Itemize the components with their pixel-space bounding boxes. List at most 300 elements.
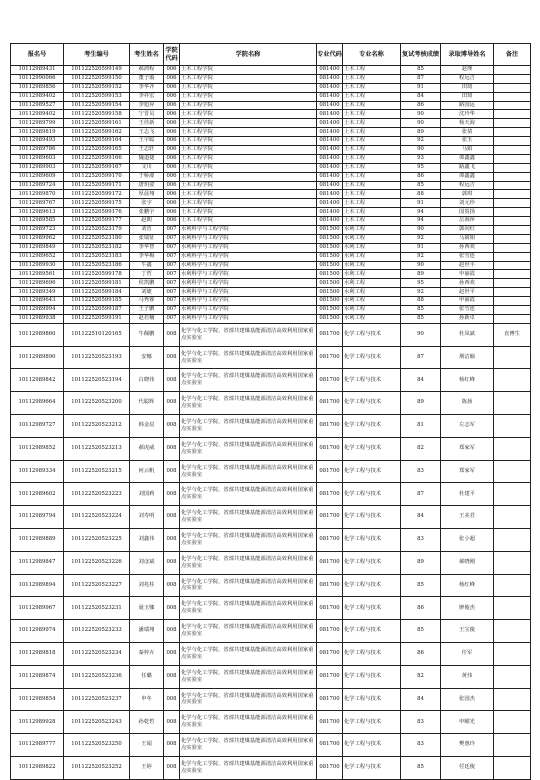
cell-college-name: 水利科学与工程学院 (180, 261, 317, 270)
cell-name: 李旭昇 (130, 101, 164, 110)
cell-name: 秦梓卉 (130, 642, 164, 665)
cell-retest-score: 91 (401, 199, 441, 208)
cell-supervisor: 马娟 (441, 146, 494, 155)
cell-college-name: 化学与化工学院、省部共建煤基能源清洁高效利用国家重点实验室 (180, 529, 317, 552)
cell-college-code: 008 (164, 323, 180, 346)
cell-retest-score: 92 (401, 288, 441, 297)
cell-supervisor: 刘元珍 (441, 199, 494, 208)
cell-major-code: 081400 (317, 74, 343, 83)
cell-major-name: 化学工程与技术 (343, 369, 401, 392)
table-row (11, 620, 531, 643)
table-row (11, 261, 531, 270)
cell-college-name: 土木工程学院 (180, 110, 317, 119)
cell-retest-score: 89 (401, 551, 441, 574)
table-row (11, 270, 531, 279)
table-row (11, 243, 531, 252)
cell-major-code: 081400 (317, 110, 343, 119)
cell-college-code: 006 (164, 208, 180, 217)
cell-name: 李华智 (130, 243, 164, 252)
cell-college-code: 007 (164, 252, 180, 261)
cell-candidate-no: 101122520523226 (64, 551, 130, 574)
table-row (11, 297, 531, 306)
header-col-registration-no: 报名号 (11, 44, 64, 66)
table-row (11, 288, 531, 297)
cell-major-code: 081500 (317, 314, 343, 323)
cell-remark (494, 234, 531, 243)
cell-major-name: 水利工程 (343, 270, 401, 279)
cell-college-code: 006 (164, 110, 180, 119)
cell-retest-score: 90 (401, 119, 441, 128)
cell-retest-score: 91 (401, 83, 441, 92)
cell-supervisor: 廖俊杰 (441, 597, 494, 620)
cell-college-name: 水利科学与工程学院 (180, 270, 317, 279)
cell-registration-no: 10112989818 (11, 642, 64, 665)
cell-registration-no: 10112989334 (11, 460, 64, 483)
cell-college-name: 水利科学与工程学院 (180, 288, 317, 297)
table-row (11, 137, 531, 146)
cell-major-name: 水利工程 (343, 226, 401, 235)
cell-college-code: 006 (164, 83, 180, 92)
cell-college-code: 008 (164, 460, 180, 483)
cell-remark (494, 270, 531, 279)
cell-college-name: 水利科学与工程学院 (180, 243, 317, 252)
cell-name: 张瑞征 (130, 234, 164, 243)
table-row (11, 74, 531, 83)
cell-major-code: 081500 (317, 279, 343, 288)
cell-name: 赵若楠 (130, 314, 164, 323)
cell-retest-score: 84 (401, 506, 441, 529)
cell-college-code: 008 (164, 756, 180, 779)
cell-supervisor: 张国杰 (441, 688, 494, 711)
cell-college-code: 008 (164, 665, 180, 688)
cell-major-name: 化学工程与技术 (343, 551, 401, 574)
cell-name: 董子璇 (130, 74, 164, 83)
cell-candidate-no: 101122520523200 (64, 392, 130, 415)
cell-major-name: 土木工程 (343, 190, 401, 199)
cell-retest-score: 81 (401, 415, 441, 438)
cell-major-name: 土木工程 (343, 163, 401, 172)
cell-remark (494, 146, 531, 155)
cell-college-code: 006 (164, 154, 180, 163)
cell-major-code: 081400 (317, 172, 343, 181)
cell-name: 聂玉娜 (130, 597, 164, 620)
cell-registration-no: 10112989527 (11, 101, 64, 110)
cell-college-code: 007 (164, 297, 180, 306)
cell-remark (494, 642, 531, 665)
cell-college-name: 土木工程学院 (180, 163, 317, 172)
table-row (11, 110, 531, 119)
cell-supervisor: 谭鑫鑫 (441, 154, 494, 163)
cell-candidate-no: 101122520523194 (64, 369, 130, 392)
cell-candidate-no: 101122520523179 (64, 226, 130, 235)
cell-major-code: 081700 (317, 460, 343, 483)
table-row (11, 306, 531, 315)
cell-college-code: 008 (164, 415, 180, 438)
cell-remark (494, 181, 531, 190)
cell-registration-no: 10112989930 (11, 261, 64, 270)
cell-retest-score: 83 (401, 529, 441, 552)
cell-name: 刘国莉 (130, 483, 164, 506)
cell-name: 牛佩鹏 (130, 323, 164, 346)
cell-college-name: 化学与化工学院、省部共建煤基能源清洁高效利用国家重点实验室 (180, 756, 317, 779)
table-row (11, 574, 531, 597)
cell-supervisor: 孙新卓 (441, 314, 494, 323)
cell-supervisor: 赵世平 (441, 261, 494, 270)
cell-candidate-no: 101122520523186 (64, 261, 130, 270)
cell-retest-score: 95 (401, 279, 441, 288)
cell-remark (494, 665, 531, 688)
cell-registration-no: 10112989727 (11, 415, 64, 438)
cell-major-name: 水利工程 (343, 243, 401, 252)
cell-major-name: 土木工程 (343, 181, 401, 190)
cell-retest-score: 84 (401, 369, 441, 392)
cell-name: 厚晨翔 (130, 190, 164, 199)
cell-major-name: 化学工程与技术 (343, 597, 401, 620)
cell-name: 马秀睿 (130, 297, 164, 306)
cell-retest-score: 82 (401, 437, 441, 460)
cell-remark (494, 243, 531, 252)
cell-college-code: 008 (164, 346, 180, 369)
cell-remark (494, 620, 531, 643)
cell-major-name: 土木工程 (343, 146, 401, 155)
cell-major-name: 水利工程 (343, 252, 401, 261)
cell-remark (494, 688, 531, 711)
table-row (11, 190, 531, 199)
cell-college-name: 水利科学与工程学院 (180, 234, 317, 243)
cell-college-name: 化学与化工学院、省部共建煤基能源清洁高效利用国家重点实验室 (180, 711, 317, 734)
cell-college-code: 008 (164, 506, 180, 529)
cell-college-name: 水利科学与工程学院 (180, 306, 317, 315)
table-row (11, 154, 531, 163)
cell-remark (494, 154, 531, 163)
cell-candidate-no: 101122520523227 (64, 574, 130, 597)
cell-major-code: 081500 (317, 252, 343, 261)
cell-college-code: 006 (164, 66, 180, 75)
table-row (11, 217, 531, 226)
cell-supervisor: 田琦 (441, 83, 494, 92)
table-row (11, 392, 531, 415)
cell-college-code: 008 (164, 369, 180, 392)
cell-supervisor: 郭向红 (441, 226, 494, 235)
cell-college-code: 007 (164, 261, 180, 270)
cell-college-code: 006 (164, 172, 180, 181)
cell-remark (494, 756, 531, 779)
cell-remark (494, 483, 531, 506)
cell-major-code: 081400 (317, 146, 343, 155)
table-row (11, 460, 531, 483)
cell-major-name: 化学工程与技术 (343, 756, 401, 779)
cell-major-name: 水利工程 (343, 234, 401, 243)
cell-supervisor: 左志军 (441, 415, 494, 438)
cell-major-code: 081700 (317, 506, 343, 529)
cell-major-code: 081700 (317, 415, 343, 438)
cell-college-code: 007 (164, 306, 180, 315)
cell-retest-score: 85 (401, 756, 441, 779)
cell-college-name: 化学与化工学院、省部共建煤基能源清洁高效利用国家重点实验室 (180, 483, 317, 506)
cell-major-code: 081700 (317, 642, 343, 665)
cell-retest-score: 92 (401, 234, 441, 243)
cell-name: 王闻 (130, 734, 164, 757)
cell-candidate-no: 101122520523193 (64, 346, 130, 369)
cell-major-name: 土木工程 (343, 128, 401, 137)
table-row (11, 208, 531, 217)
cell-name: 孙乾哲 (130, 711, 164, 734)
cell-retest-score: 94 (401, 208, 441, 217)
cell-retest-score: 95 (401, 163, 441, 172)
cell-college-name: 土木工程学院 (180, 128, 317, 137)
cell-remark (494, 529, 531, 552)
cell-registration-no: 10112989974 (11, 620, 64, 643)
cell-candidate-no: 101122520599178 (64, 270, 130, 279)
table-row (11, 163, 531, 172)
cell-major-code: 081500 (317, 270, 343, 279)
cell-registration-no: 10112989854 (11, 688, 64, 711)
cell-retest-score: 85 (401, 620, 441, 643)
cell-registration-no: 10112989856 (11, 83, 64, 92)
cell-major-code: 081700 (317, 756, 343, 779)
table-row (11, 756, 531, 779)
cell-major-code: 081700 (317, 369, 343, 392)
cell-supervisor: 孙西欢 (441, 279, 494, 288)
cell-name: 代聪辉 (130, 392, 164, 415)
cell-retest-score: 90 (401, 110, 441, 119)
cell-major-name: 化学工程与技术 (343, 688, 401, 711)
cell-retest-score: 92 (401, 252, 441, 261)
cell-retest-score: 89 (401, 128, 441, 137)
cell-candidate-no: 101122520599170 (64, 172, 130, 181)
table-row (11, 506, 531, 529)
cell-supervisor: 谭鑫鑫 (441, 172, 494, 181)
table-row (11, 92, 531, 101)
cell-candidate-no: 101122520523236 (64, 665, 130, 688)
header-col-supervisor: 录取博导姓名 (441, 44, 494, 66)
cell-name: 刘寿明 (130, 506, 164, 529)
cell-college-code: 008 (164, 688, 180, 711)
cell-supervisor: 申丽霞 (441, 270, 494, 279)
cell-college-code: 008 (164, 597, 180, 620)
cell-registration-no: 10112989723 (11, 226, 64, 235)
cell-college-code: 007 (164, 243, 180, 252)
cell-remark (494, 199, 531, 208)
cell-retest-score: 90 (401, 226, 441, 235)
cell-name: 牛鑫 (130, 261, 164, 270)
cell-retest-score: 83 (401, 460, 441, 483)
table-row (11, 181, 531, 190)
cell-major-code: 081400 (317, 208, 343, 217)
cell-remark (494, 128, 531, 137)
cell-major-name: 化学工程与技术 (343, 711, 401, 734)
cell-college-code: 008 (164, 734, 180, 757)
cell-major-code: 081500 (317, 234, 343, 243)
cell-candidate-no: 101122520599150 (64, 74, 130, 83)
table-body (11, 66, 531, 780)
cell-college-name: 水利科学与工程学院 (180, 297, 317, 306)
cell-name: 刘晋 (130, 226, 164, 235)
cell-college-code: 006 (164, 146, 180, 155)
cell-supervisor: 孙西欢 (441, 243, 494, 252)
cell-supervisor: 杜凤斌 (441, 323, 494, 346)
cell-candidate-no: 101122520523183 (64, 252, 130, 261)
cell-registration-no: 10112989561 (11, 270, 64, 279)
cell-candidate-no: 101122520599153 (64, 92, 130, 101)
cell-registration-no: 10112989431 (11, 66, 64, 75)
cell-major-name: 化学工程与技术 (343, 460, 401, 483)
cell-name: 丁哲 (130, 270, 164, 279)
cell-major-name: 水利工程 (343, 279, 401, 288)
cell-major-name: 土木工程 (343, 92, 401, 101)
cell-college-code: 008 (164, 551, 180, 574)
cell-college-name: 水利科学与工程学院 (180, 252, 317, 261)
cell-remark (494, 217, 531, 226)
cell-college-code: 008 (164, 437, 180, 460)
table-row (11, 642, 531, 665)
cell-supervisor: 任军 (441, 642, 494, 665)
cell-retest-score: 83 (401, 734, 441, 757)
cell-supervisor: 郝晓刚 (441, 551, 494, 574)
cell-registration-no: 10112989402 (11, 92, 64, 101)
cell-retest-score: 88 (401, 297, 441, 306)
cell-major-code: 081400 (317, 66, 343, 75)
cell-registration-no: 10112989767 (11, 199, 64, 208)
cell-college-code: 007 (164, 279, 180, 288)
cell-name: 赵朗 (130, 217, 164, 226)
cell-registration-no: 10112989967 (11, 597, 64, 620)
cell-name: 于桥濛 (130, 172, 164, 181)
cell-major-code: 081700 (317, 597, 343, 620)
cell-college-name: 土木工程学院 (180, 199, 317, 208)
cell-retest-score: 84 (401, 688, 441, 711)
cell-major-name: 化学工程与技术 (343, 665, 401, 688)
cell-registration-no: 10112989609 (11, 172, 64, 181)
cell-retest-score: 87 (401, 483, 441, 506)
cell-supervisor: 杨天海 (441, 119, 494, 128)
cell-registration-no: 10112989894 (11, 574, 64, 597)
cell-remark (494, 288, 531, 297)
header-col-major-name: 专业名称 (343, 44, 401, 66)
cell-major-code: 081700 (317, 346, 343, 369)
cell-remark (494, 74, 531, 83)
cell-supervisor: 程远吉 (441, 181, 494, 190)
cell-major-code: 081700 (317, 392, 343, 415)
cell-major-code: 081700 (317, 551, 343, 574)
cell-candidate-no: 101122520523250 (64, 734, 130, 757)
cell-college-code: 007 (164, 288, 180, 297)
cell-candidate-no: 101122520599162 (64, 128, 130, 137)
cell-supervisor: 张雪连 (441, 306, 494, 315)
cell-major-name: 化学工程与技术 (343, 574, 401, 597)
cell-college-name: 化学与化工学院、省部共建煤基能源清洁高效利用国家重点实验室 (180, 460, 317, 483)
cell-major-code: 081400 (317, 217, 343, 226)
cell-college-name: 土木工程学院 (180, 74, 317, 83)
table-row (11, 597, 531, 620)
cell-registration-no: 10112989493 (11, 137, 64, 146)
cell-name: 刘兆柱 (130, 574, 164, 597)
cell-candidate-no: 101122520523243 (64, 711, 130, 734)
cell-remark (494, 92, 531, 101)
cell-major-code: 081400 (317, 163, 343, 172)
cell-supervisor: 田琦 (441, 92, 494, 101)
cell-remark (494, 460, 531, 483)
cell-supervisor: 张雪连 (441, 252, 494, 261)
cell-remark (494, 415, 531, 438)
cell-name: 刘彦斌 (130, 551, 164, 574)
cell-remark (494, 346, 531, 369)
cell-major-name: 土木工程 (343, 83, 401, 92)
cell-name: 郝虎威 (130, 437, 164, 460)
cell-major-code: 081700 (317, 483, 343, 506)
cell-registration-no: 10112990066 (11, 74, 64, 83)
cell-name: 王子鹏 (130, 306, 164, 315)
cell-retest-score: 87 (401, 346, 441, 369)
cell-remark (494, 119, 531, 128)
cell-retest-score: 85 (401, 181, 441, 190)
admission-list (10, 43, 530, 780)
cell-supervisor: 黄伟 (441, 665, 494, 688)
cell-remark (494, 597, 531, 620)
cell-name: 文川 (130, 163, 164, 172)
cell-candidate-no: 101122520523237 (64, 688, 130, 711)
cell-candidate-no: 101122520523225 (64, 529, 130, 552)
header-col-college-code: 学院代码 (164, 44, 180, 66)
cell-registration-no: 10112989903 (11, 163, 64, 172)
cell-college-code: 006 (164, 74, 180, 83)
cell-supervisor: 郭琪 (441, 190, 494, 199)
cell-college-code: 008 (164, 483, 180, 506)
cell-candidate-no: 101122520599181 (64, 279, 130, 288)
cell-name: 安娜 (130, 346, 164, 369)
cell-retest-score: 86 (401, 172, 441, 181)
cell-registration-no: 10112989349 (11, 288, 64, 297)
cell-college-name: 土木工程学院 (180, 66, 317, 75)
cell-remark: 直博生 (494, 323, 531, 346)
table-row (11, 369, 531, 392)
cell-college-name: 土木工程学院 (180, 172, 317, 181)
cell-remark (494, 83, 531, 92)
cell-remark (494, 110, 531, 119)
cell-college-code: 006 (164, 137, 180, 146)
cell-retest-score: 86 (401, 642, 441, 665)
cell-supervisor: 张小超 (441, 529, 494, 552)
cell-college-name: 土木工程学院 (180, 154, 317, 163)
cell-college-name: 土木工程学院 (180, 101, 317, 110)
cell-college-code: 006 (164, 163, 180, 172)
cell-candidate-no: 101122520523234 (64, 642, 130, 665)
cell-college-code: 006 (164, 119, 180, 128)
cell-registration-no: 10112989842 (11, 369, 64, 392)
cell-registration-no: 10112989652 (11, 252, 64, 261)
cell-retest-score: 86 (401, 597, 441, 620)
cell-college-code: 008 (164, 642, 180, 665)
cell-supervisor: 王宝俊 (441, 620, 494, 643)
cell-remark (494, 297, 531, 306)
cell-major-code: 081400 (317, 137, 343, 146)
cell-retest-score: 94 (401, 217, 441, 226)
table-row (11, 437, 531, 460)
cell-name: 张宇 (130, 199, 164, 208)
cell-retest-score: 88 (401, 190, 441, 199)
cell-retest-score: 89 (401, 270, 441, 279)
cell-major-code: 081700 (317, 620, 343, 643)
cell-remark (494, 137, 531, 146)
cell-college-name: 水利科学与工程学院 (180, 314, 317, 323)
cell-name: 宁晋员 (130, 110, 164, 119)
cell-supervisor: 郑家军 (441, 437, 494, 460)
table-row (11, 346, 531, 369)
cell-candidate-no: 101122520599176 (64, 208, 130, 217)
table-row (11, 234, 531, 243)
table-row (11, 252, 531, 261)
cell-major-name: 化学工程与技术 (343, 734, 401, 757)
